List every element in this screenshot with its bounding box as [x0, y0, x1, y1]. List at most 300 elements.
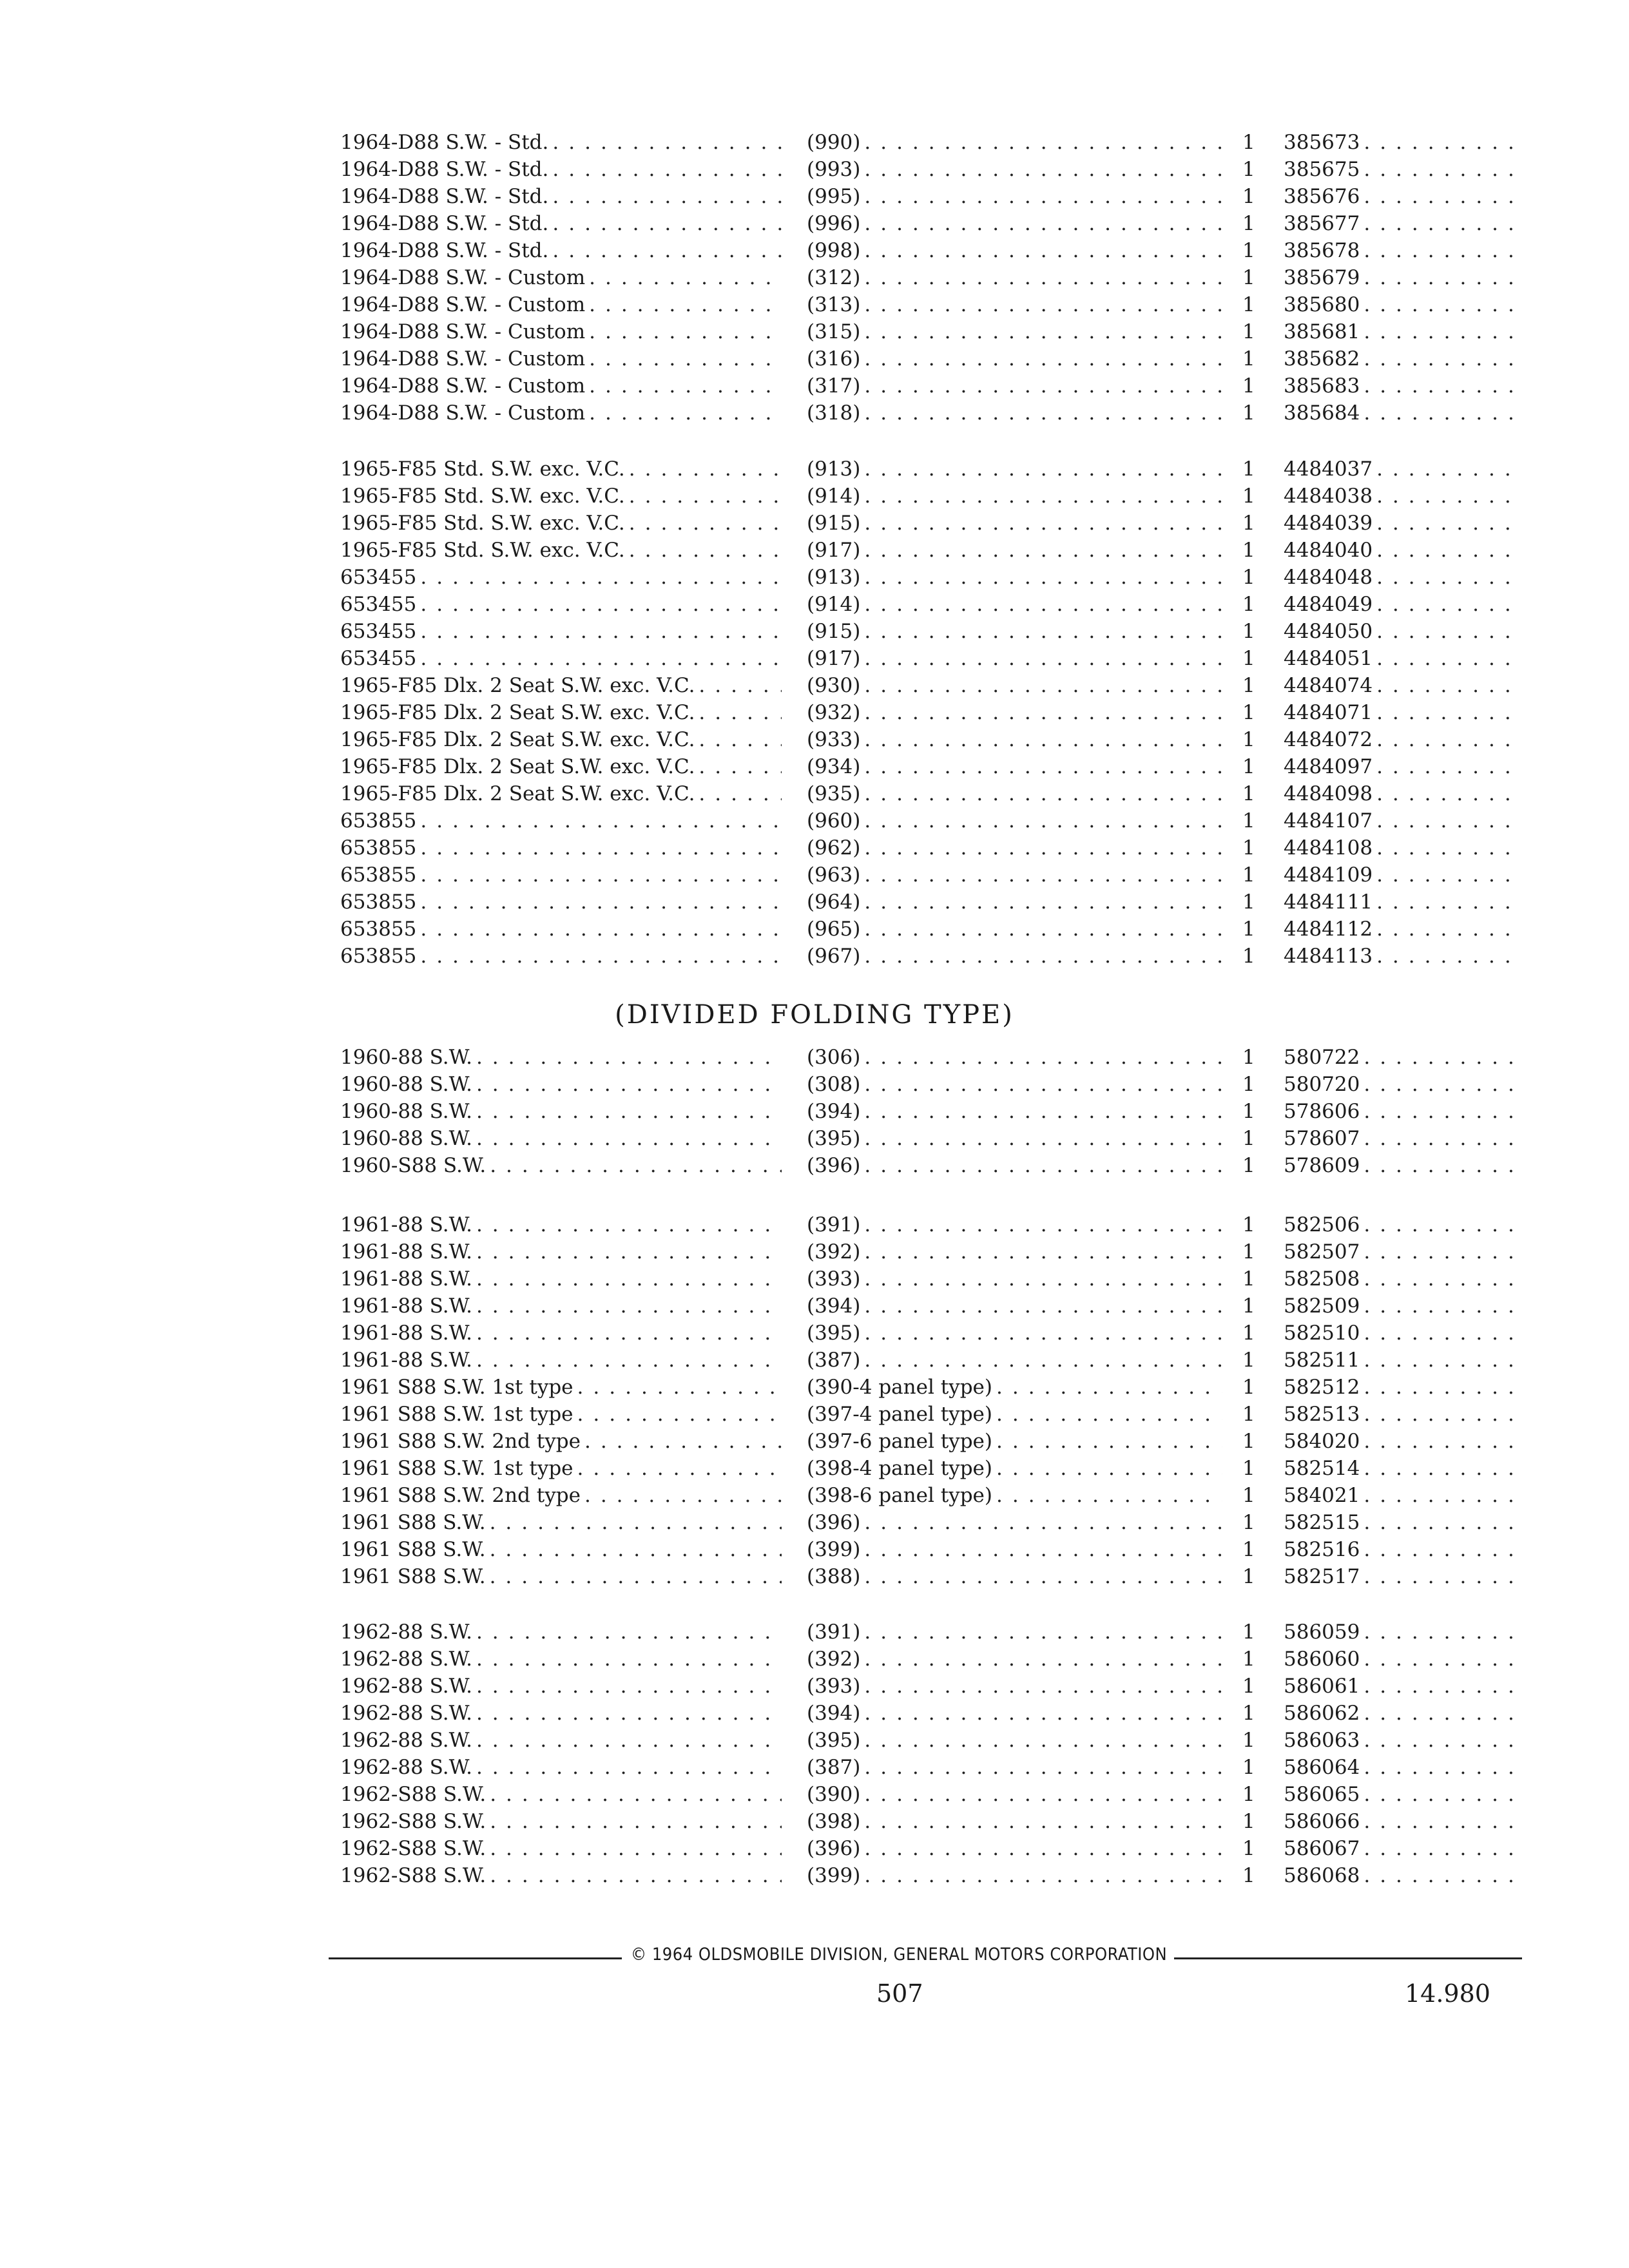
quantity: 1	[1242, 185, 1255, 208]
leader-dots	[864, 889, 1222, 916]
leader-dots	[1364, 1536, 1522, 1563]
leader-dots	[629, 537, 782, 564]
part-number-cell	[1284, 399, 1522, 427]
vehicle-description-cell	[340, 591, 782, 618]
leader-dots	[864, 1754, 1222, 1781]
vehicle-description: 1965-F85 Dlx. 2 Seat S.W. exc. V.C.	[340, 753, 699, 780]
leader-dots	[629, 510, 782, 537]
leader-dots	[864, 564, 1222, 591]
leader-dots	[476, 1700, 782, 1727]
trim-code-cell	[807, 1320, 1222, 1347]
part-number-cell	[1284, 1125, 1522, 1152]
quantity: 1	[1242, 539, 1255, 562]
section-number: 14.980	[1405, 1979, 1490, 2008]
table-row	[329, 1700, 1522, 1727]
trim-code-cell	[807, 916, 1222, 943]
vehicle-description-cell	[340, 1238, 782, 1265]
vehicle-description-cell	[340, 156, 782, 183]
vehicle-description-cell	[340, 1428, 782, 1455]
trim-code-cell	[807, 483, 1222, 510]
table-row	[329, 861, 1522, 889]
part-number: 586063	[1284, 1727, 1364, 1754]
trim-code-cell	[807, 345, 1222, 372]
leader-dots	[1364, 1781, 1522, 1808]
leader-dots	[1364, 156, 1522, 183]
leader-dots	[864, 1727, 1222, 1754]
vehicle-description: 1965-F85 Std. S.W. exc. V.C.	[340, 483, 629, 510]
quantity: 1	[1242, 1538, 1255, 1561]
vehicle-description-cell	[340, 861, 782, 889]
quantity: 1	[1242, 1349, 1255, 1372]
leader-dots	[1364, 1125, 1522, 1152]
trim-code-cell	[807, 564, 1222, 591]
leader-dots	[577, 1374, 782, 1401]
quantity: 1	[1242, 1127, 1255, 1150]
table-row	[329, 807, 1522, 834]
trim-code: (998)	[807, 237, 864, 264]
leader-dots	[490, 1509, 782, 1536]
vehicle-description: 1960-88 S.W.	[340, 1071, 476, 1098]
leader-dots	[476, 1320, 782, 1347]
part-number: 4484098	[1284, 780, 1376, 807]
part-number-cell	[1284, 1536, 1522, 1563]
trim-code: (917)	[807, 537, 864, 564]
part-number: 4484072	[1284, 726, 1376, 753]
leader-dots	[864, 672, 1222, 699]
trim-code-cell	[807, 1700, 1222, 1727]
table-row	[329, 1293, 1522, 1320]
leader-dots	[1364, 210, 1522, 237]
leader-dots	[1376, 456, 1522, 483]
quantity: 1	[1242, 836, 1255, 860]
part-number: 385675	[1284, 156, 1364, 183]
quantity: 1	[1242, 1100, 1255, 1123]
trim-code-cell	[807, 645, 1222, 672]
trim-code-cell	[807, 318, 1222, 345]
leader-dots	[864, 1509, 1222, 1536]
quantity: 1	[1242, 1484, 1255, 1507]
part-number: 385677	[1284, 210, 1364, 237]
leader-dots	[864, 1781, 1222, 1808]
table-row	[329, 753, 1522, 780]
part-number: 582506	[1284, 1211, 1364, 1238]
quantity: 1	[1242, 1457, 1255, 1480]
trim-code-cell	[807, 1211, 1222, 1238]
trim-code-cell	[807, 1536, 1222, 1563]
trim-code-cell	[807, 1374, 1222, 1401]
part-number-cell	[1284, 1238, 1522, 1265]
quantity: 1	[1242, 1675, 1255, 1698]
leader-dots	[996, 1482, 1222, 1509]
leader-dots	[629, 483, 782, 510]
trim-code-cell	[807, 1482, 1222, 1509]
quantity: 1	[1242, 1837, 1255, 1860]
vehicle-description: 653455	[340, 618, 420, 645]
leader-dots	[1376, 699, 1522, 726]
trim-code-cell	[807, 753, 1222, 780]
leader-dots	[864, 264, 1222, 291]
vehicle-description-cell	[340, 183, 782, 210]
trim-code-cell	[807, 1347, 1222, 1374]
vehicle-description: 653855	[340, 943, 420, 970]
vehicle-description-cell	[340, 564, 782, 591]
trim-code: (995)	[807, 183, 864, 210]
part-number: 4484038	[1284, 483, 1376, 510]
leader-dots	[1376, 753, 1522, 780]
leader-dots	[1376, 591, 1522, 618]
part-number-cell	[1284, 156, 1522, 183]
vehicle-description: 1962-88 S.W.	[340, 1727, 476, 1754]
quantity: 1	[1242, 374, 1255, 398]
leader-dots	[699, 753, 782, 780]
quantity: 1	[1242, 457, 1255, 481]
part-number: 4484039	[1284, 510, 1376, 537]
trim-code-cell	[807, 129, 1222, 156]
leader-dots	[864, 726, 1222, 753]
trim-code-cell	[807, 889, 1222, 916]
trim-code: (935)	[807, 780, 864, 807]
quantity: 1	[1242, 1620, 1255, 1644]
quantity: 1	[1242, 1267, 1255, 1291]
quantity: 1	[1242, 239, 1255, 262]
vehicle-description: 1960-88 S.W.	[340, 1125, 476, 1152]
vehicle-description-cell	[340, 1862, 782, 1889]
part-number: 4484071	[1284, 699, 1376, 726]
quantity: 1	[1242, 1648, 1255, 1671]
table-row	[329, 699, 1522, 726]
vehicle-description-cell	[340, 1293, 782, 1320]
leader-dots	[864, 1862, 1222, 1889]
table-row	[329, 564, 1522, 591]
trim-code-cell	[807, 780, 1222, 807]
vehicle-description: 1961-88 S.W.	[340, 1238, 476, 1265]
trim-code-cell	[807, 1455, 1222, 1482]
leader-dots	[1376, 564, 1522, 591]
table-row	[329, 726, 1522, 753]
vehicle-description: 653455	[340, 645, 420, 672]
part-number: 582517	[1284, 1563, 1364, 1590]
trim-code: (930)	[807, 672, 864, 699]
vehicle-description-cell	[340, 1700, 782, 1727]
trim-code: (391)	[807, 1211, 864, 1238]
trim-code: (387)	[807, 1754, 864, 1781]
trim-code: (387)	[807, 1347, 864, 1374]
leader-dots	[864, 618, 1222, 645]
quantity: 1	[1242, 1729, 1255, 1752]
quantity: 1	[1242, 512, 1255, 535]
part-number: 582516	[1284, 1536, 1364, 1563]
trim-code-cell	[807, 1428, 1222, 1455]
quantity: 1	[1242, 647, 1255, 670]
parts-section-1961	[329, 1211, 1522, 1590]
vehicle-description: 1962-S88 S.W.	[340, 1835, 490, 1862]
leader-dots	[589, 318, 782, 345]
leader-dots	[864, 1265, 1222, 1293]
part-number: 578606	[1284, 1098, 1364, 1125]
leader-dots	[864, 834, 1222, 861]
table-row	[329, 1320, 1522, 1347]
trim-code: (934)	[807, 753, 864, 780]
vehicle-description: 1961-88 S.W.	[340, 1211, 476, 1238]
parts-section-1960	[329, 1044, 1522, 1179]
vehicle-description-cell	[340, 889, 782, 916]
vehicle-description: 1960-88 S.W.	[340, 1098, 476, 1125]
quantity: 1	[1242, 890, 1255, 914]
table-row	[329, 672, 1522, 699]
part-number-cell	[1284, 1646, 1522, 1673]
leader-dots	[1364, 1482, 1522, 1509]
part-number-cell	[1284, 1673, 1522, 1700]
leader-dots	[864, 1152, 1222, 1179]
quantity: 1	[1242, 1756, 1255, 1779]
leader-dots	[864, 1098, 1222, 1125]
quantity: 1	[1242, 1783, 1255, 1806]
trim-code: (967)	[807, 943, 864, 970]
leader-dots	[1364, 1044, 1522, 1071]
trim-code-cell	[807, 1509, 1222, 1536]
part-number-cell	[1284, 889, 1522, 916]
vehicle-description: 1965-F85 Dlx. 2 Seat S.W. exc. V.C.	[340, 672, 699, 699]
part-number-cell	[1284, 1862, 1522, 1889]
vehicle-description-cell	[340, 699, 782, 726]
part-number-cell	[1284, 1347, 1522, 1374]
leader-dots	[864, 456, 1222, 483]
leader-dots	[864, 483, 1222, 510]
table-row	[329, 156, 1522, 183]
leader-dots	[1364, 318, 1522, 345]
trim-code: (390-4 panel type)	[807, 1374, 996, 1401]
leader-dots	[864, 1835, 1222, 1862]
leader-dots	[864, 1044, 1222, 1071]
table-row	[329, 1265, 1522, 1293]
trim-code-cell	[807, 510, 1222, 537]
trim-code: (396)	[807, 1152, 864, 1179]
quantity: 1	[1242, 674, 1255, 697]
part-number-cell	[1284, 726, 1522, 753]
leader-dots	[1364, 1152, 1522, 1179]
leader-dots	[1376, 537, 1522, 564]
trim-code: (964)	[807, 889, 864, 916]
leader-dots	[1376, 889, 1522, 916]
leader-dots	[699, 699, 782, 726]
trim-code: (397-4 panel type)	[807, 1401, 996, 1428]
part-number-cell	[1284, 591, 1522, 618]
vehicle-description: 1964-D88 S.W. - Std.	[340, 237, 552, 264]
leader-dots	[864, 510, 1222, 537]
part-number-cell	[1284, 1071, 1522, 1098]
vehicle-description-cell	[340, 1646, 782, 1673]
vehicle-description-cell	[340, 1211, 782, 1238]
footer-rule-right	[1174, 1957, 1522, 1959]
trim-code: (313)	[807, 291, 864, 318]
table-row	[329, 1673, 1522, 1700]
part-number-cell	[1284, 1044, 1522, 1071]
part-number-cell	[1284, 237, 1522, 264]
leader-dots	[1364, 372, 1522, 399]
leader-dots	[420, 834, 782, 861]
part-number-cell	[1284, 372, 1522, 399]
vehicle-description: 1961-88 S.W.	[340, 1265, 476, 1293]
leader-dots	[864, 591, 1222, 618]
part-number: 582507	[1284, 1238, 1364, 1265]
leader-dots	[589, 372, 782, 399]
leader-dots	[864, 291, 1222, 318]
leader-dots	[864, 943, 1222, 970]
table-row	[329, 1482, 1522, 1509]
vehicle-description: 1964-D88 S.W. - Std.	[340, 156, 552, 183]
leader-dots	[1364, 1700, 1522, 1727]
quantity: 1	[1242, 1294, 1255, 1318]
leader-dots	[490, 1835, 782, 1862]
leader-dots	[864, 183, 1222, 210]
vehicle-description: 1965-F85 Std. S.W. exc. V.C.	[340, 456, 629, 483]
part-number: 582508	[1284, 1265, 1364, 1293]
part-number: 4484108	[1284, 834, 1376, 861]
vehicle-description-cell	[340, 1320, 782, 1347]
table-row	[329, 1862, 1522, 1889]
trim-code: (996)	[807, 210, 864, 237]
trim-code: (318)	[807, 399, 864, 427]
leader-dots	[476, 1265, 782, 1293]
leader-dots	[864, 537, 1222, 564]
vehicle-description-cell	[340, 264, 782, 291]
table-row	[329, 483, 1522, 510]
trim-code-cell	[807, 1862, 1222, 1889]
part-number: 385682	[1284, 345, 1364, 372]
leader-dots	[577, 1455, 782, 1482]
trim-code: (914)	[807, 483, 864, 510]
trim-code: (316)	[807, 345, 864, 372]
quantity: 1	[1242, 918, 1255, 941]
trim-code-cell	[807, 264, 1222, 291]
vehicle-description-cell	[340, 345, 782, 372]
leader-dots	[1364, 1673, 1522, 1700]
trim-code-cell	[807, 1401, 1222, 1428]
vehicle-description-cell	[340, 1374, 782, 1401]
leader-dots	[1364, 1347, 1522, 1374]
table-row	[329, 645, 1522, 672]
part-number-cell	[1284, 699, 1522, 726]
vehicle-description: 653855	[340, 889, 420, 916]
trim-code: (914)	[807, 591, 864, 618]
leader-dots	[420, 916, 782, 943]
vehicle-description: 653455	[340, 591, 420, 618]
table-row	[329, 1374, 1522, 1401]
table-row	[329, 1646, 1522, 1673]
trim-code: (312)	[807, 264, 864, 291]
vehicle-description-cell	[340, 1781, 782, 1808]
leader-dots	[864, 129, 1222, 156]
vehicle-description-cell	[340, 726, 782, 753]
table-row	[329, 264, 1522, 291]
trim-code: (393)	[807, 1673, 864, 1700]
vehicle-description: 1960-88 S.W.	[340, 1044, 476, 1071]
vehicle-description-cell	[340, 618, 782, 645]
table-row	[329, 1563, 1522, 1590]
leader-dots	[1364, 264, 1522, 291]
trim-code-cell	[807, 1125, 1222, 1152]
vehicle-description-cell	[340, 510, 782, 537]
part-number: 4484111	[1284, 889, 1376, 916]
table-row	[329, 210, 1522, 237]
leader-dots	[1376, 780, 1522, 807]
vehicle-description-cell	[340, 1125, 782, 1152]
vehicle-description: 1961 S88 S.W. 2nd type	[340, 1428, 584, 1455]
trim-code-cell	[807, 1265, 1222, 1293]
trim-code-cell	[807, 1293, 1222, 1320]
leader-dots	[864, 372, 1222, 399]
leader-dots	[584, 1482, 782, 1509]
part-number-cell	[1284, 1401, 1522, 1428]
quantity: 1	[1242, 1403, 1255, 1426]
leader-dots	[552, 156, 782, 183]
leader-dots	[864, 861, 1222, 889]
part-number-cell	[1284, 1781, 1522, 1808]
trim-code-cell	[807, 1152, 1222, 1179]
part-number: 586064	[1284, 1754, 1364, 1781]
leader-dots	[1364, 1509, 1522, 1536]
leader-dots	[1364, 1374, 1522, 1401]
vehicle-description: 1965-F85 Std. S.W. exc. V.C.	[340, 510, 629, 537]
part-number-cell	[1284, 1152, 1522, 1179]
leader-dots	[1364, 1071, 1522, 1098]
vehicle-description-cell	[340, 537, 782, 564]
leader-dots	[1376, 943, 1522, 970]
part-number-cell	[1284, 510, 1522, 537]
vehicle-description-cell	[340, 1509, 782, 1536]
leader-dots	[476, 1098, 782, 1125]
part-number: 4484050	[1284, 618, 1376, 645]
quantity: 1	[1242, 1240, 1255, 1264]
part-number: 580720	[1284, 1071, 1364, 1098]
leader-dots	[420, 861, 782, 889]
vehicle-description-cell	[340, 916, 782, 943]
trim-code: (391)	[807, 1619, 864, 1646]
vehicle-description-cell	[340, 1482, 782, 1509]
leader-dots	[584, 1428, 782, 1455]
vehicle-description: 1962-88 S.W.	[340, 1673, 476, 1700]
quantity: 1	[1242, 1702, 1255, 1725]
vehicle-description: 1962-88 S.W.	[340, 1619, 476, 1646]
leader-dots	[864, 753, 1222, 780]
leader-dots	[699, 672, 782, 699]
part-number: 578607	[1284, 1125, 1364, 1152]
trim-code-cell	[807, 807, 1222, 834]
vehicle-description: 1962-S88 S.W.	[340, 1808, 490, 1835]
vehicle-description: 1964-D88 S.W. - Custom	[340, 318, 589, 345]
trim-code: (398)	[807, 1808, 864, 1835]
table-row	[329, 510, 1522, 537]
leader-dots	[1364, 1265, 1522, 1293]
part-number-cell	[1284, 1700, 1522, 1727]
leader-dots	[629, 456, 782, 483]
part-number-cell	[1284, 807, 1522, 834]
trim-code-cell	[807, 618, 1222, 645]
quantity: 1	[1242, 863, 1255, 887]
vehicle-description: 1964-D88 S.W. - Std.	[340, 210, 552, 237]
table-row	[329, 1152, 1522, 1179]
leader-dots	[490, 1536, 782, 1563]
table-row	[329, 1455, 1522, 1482]
leader-dots	[1364, 1808, 1522, 1835]
table-row	[329, 889, 1522, 916]
vehicle-description: 1961 S88 S.W.	[340, 1563, 490, 1590]
vehicle-description: 1961-88 S.W.	[340, 1320, 476, 1347]
trim-code: (394)	[807, 1098, 864, 1125]
leader-dots	[864, 318, 1222, 345]
table-row	[329, 1619, 1522, 1646]
part-number-cell	[1284, 1428, 1522, 1455]
